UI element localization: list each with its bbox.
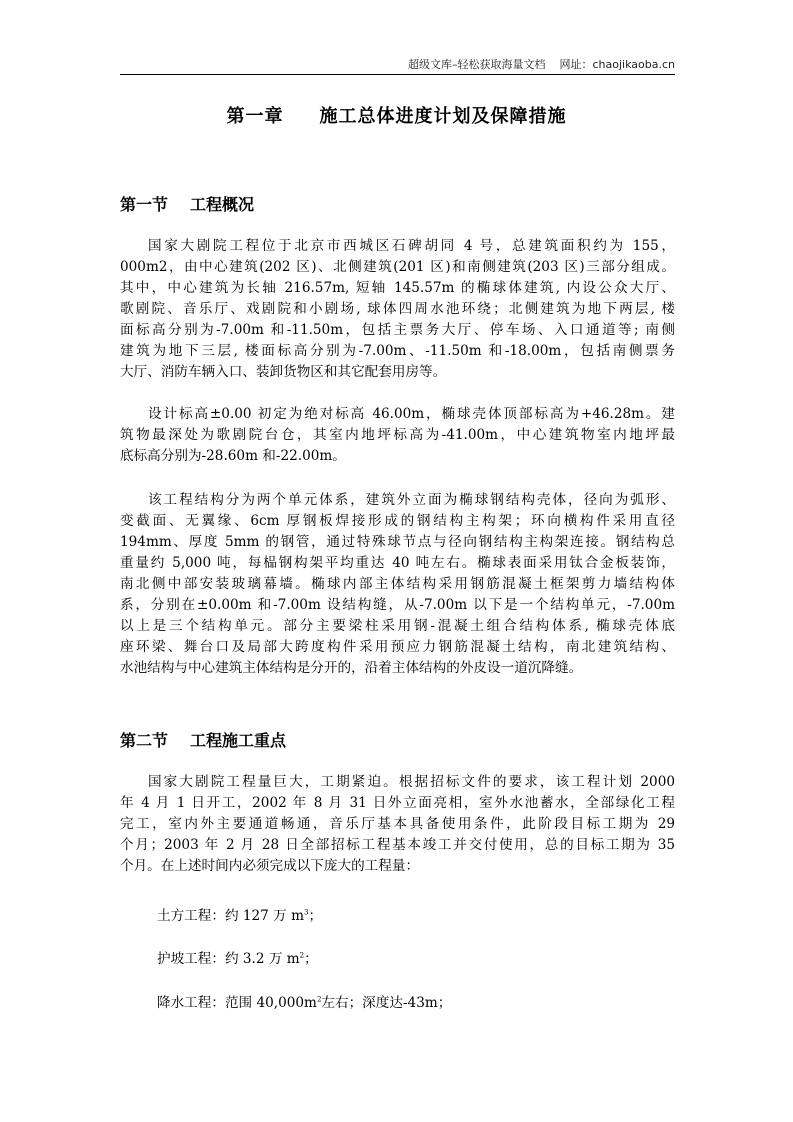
paragraph-4	[120, 772, 675, 877]
header-url: 网址：chaojikaoba.cn	[559, 58, 675, 71]
item-sup: 3	[303, 908, 309, 917]
text-line: 个月；2003 年 2 月 28 日全部招标工程基本竣工并交付使用，总的目标工期为 35	[120, 837, 675, 853]
text-line: 大厅、消防车辆入口、装卸货物区和其它配套用房等。	[120, 364, 447, 380]
chapter-name: 施工总体进度计划及保障措施	[319, 106, 567, 127]
chapter-number: 第一章	[226, 106, 284, 127]
text-line: 重量约 5,000 吨，每榀钢构架平均重达 40 吨左右。椭球表面采用钛合金板装饰，	[120, 555, 675, 571]
text-line: 国家大剧院工程位于北京市西城区石碑胡同 4 号，总建筑面积约为 155，	[148, 238, 675, 254]
text-line: 底标高分别为-28.60m 和-22.00m。	[120, 448, 346, 464]
list-item	[157, 991, 451, 1011]
text-line: 建筑为地下三层, 楼面标高分别为-7.00m、-11.50m 和-18.00m，包括南侧票务	[120, 343, 675, 359]
header-site-name: 超级文库–轻松获取海量文档	[408, 58, 546, 71]
section-heading-2	[120, 728, 286, 751]
section-number: 第一节	[120, 195, 169, 214]
item-sup: 2	[299, 951, 305, 960]
text-line: 国家大剧院工程量巨大，工期紧迫。根据招标文件的要求，该工程计划 2000	[148, 774, 675, 790]
text-line: 000m2，由中心建筑(202 区)、北侧建筑(201 区)和南侧建筑(203 区)三部分组成。	[120, 259, 675, 275]
item-sup: 2	[316, 995, 322, 1004]
item-text: 降水工程：范围 40,000m	[157, 995, 317, 1011]
item-suffix: 左右；深度达-43m；	[321, 995, 452, 1011]
item-suffix: ；	[304, 951, 318, 967]
section-title: 工程施工重点	[190, 731, 287, 750]
list-item	[157, 947, 318, 967]
text-line: 筑物最深处为歌剧院台仓，其室内地坪标高为-41.00m，中心建筑物室内地坪最	[120, 427, 675, 443]
text-line: 完工，室内外主要通道畅通，音乐厅基本具备使用条件，此阶段目标工期为 29	[120, 816, 675, 832]
text-line: 面标高分别为-7.00m 和-11.50m，包括主票务大厅、停车场、入口通道等; 南侧	[120, 322, 675, 338]
text-line: 系，分别在±0.00m 和-7.00m 设结构缝，从-7.00m 以下是一个结构单元，-7.00m	[120, 597, 675, 613]
text-line: 个月。在上述时间内必须完成以下庞大的工程量：	[120, 858, 420, 874]
page-header	[120, 56, 675, 72]
text-line: 变截面、无翼缘、6cm 厚钢板焊接形成的钢结构主构架；环向横构件采用直径	[120, 513, 675, 529]
text-line: 以上是三个结构单元。部分主要梁柱采用钢-混凝土组合结构体系, 椭球壳体底	[120, 618, 675, 634]
text-line: 座环梁、舞台口及局部大跨度构件采用预应力钢筋混凝土结构，南北建筑结构、	[120, 639, 675, 655]
text-line: 该工程结构分为两个单元体系，建筑外立面为椭球钢结构壳体，径向为弧形、	[148, 492, 675, 508]
paragraph-1	[120, 236, 675, 383]
text-line: 水池结构与中心建筑主体结构是分开的，沿着主体结构的外皮设一道沉降缝。	[120, 660, 583, 676]
section-heading-1	[120, 192, 254, 215]
paragraph-3	[120, 490, 675, 679]
item-suffix: ；	[308, 908, 323, 924]
list-item	[157, 904, 322, 924]
item-text: 土方工程：约 127 万 m	[157, 908, 304, 924]
header-rule	[120, 74, 675, 75]
chapter-title	[0, 102, 793, 128]
text-line: 南北侧中部安装玻璃幕墙。椭球内部主体结构采用钢筋混凝土框架剪力墙结构体	[120, 576, 675, 592]
paragraph-2	[120, 404, 675, 467]
section-number: 第二节	[120, 731, 169, 750]
text-line: 歌剧院、音乐厅、戏剧院和小剧场, 球体四周水池环绕；北侧建筑为地下两层, 楼	[120, 301, 675, 317]
section-title: 工程概况	[190, 195, 255, 214]
text-line: 设计标高±0.00 初定为绝对标高 46.00m，椭球壳体顶部标高为+46.28m。建	[148, 406, 675, 422]
text-line: 194mm、厚度 5mm 的钢管，通过特殊球节点与径向钢结构主构架连接。钢结构总	[120, 534, 675, 550]
text-line: 其中，中心建筑为长轴 216.57m, 短轴 145.57m 的椭球体建筑, 内设公众大厅、	[120, 280, 675, 296]
text-line: 年 4 月 1 日开工，2002 年 8 月 31 日外立面亮相，室外水池蓄水，全部绿化工程	[120, 795, 675, 811]
item-text: 护坡工程：约 3.2 万 m	[157, 951, 300, 967]
